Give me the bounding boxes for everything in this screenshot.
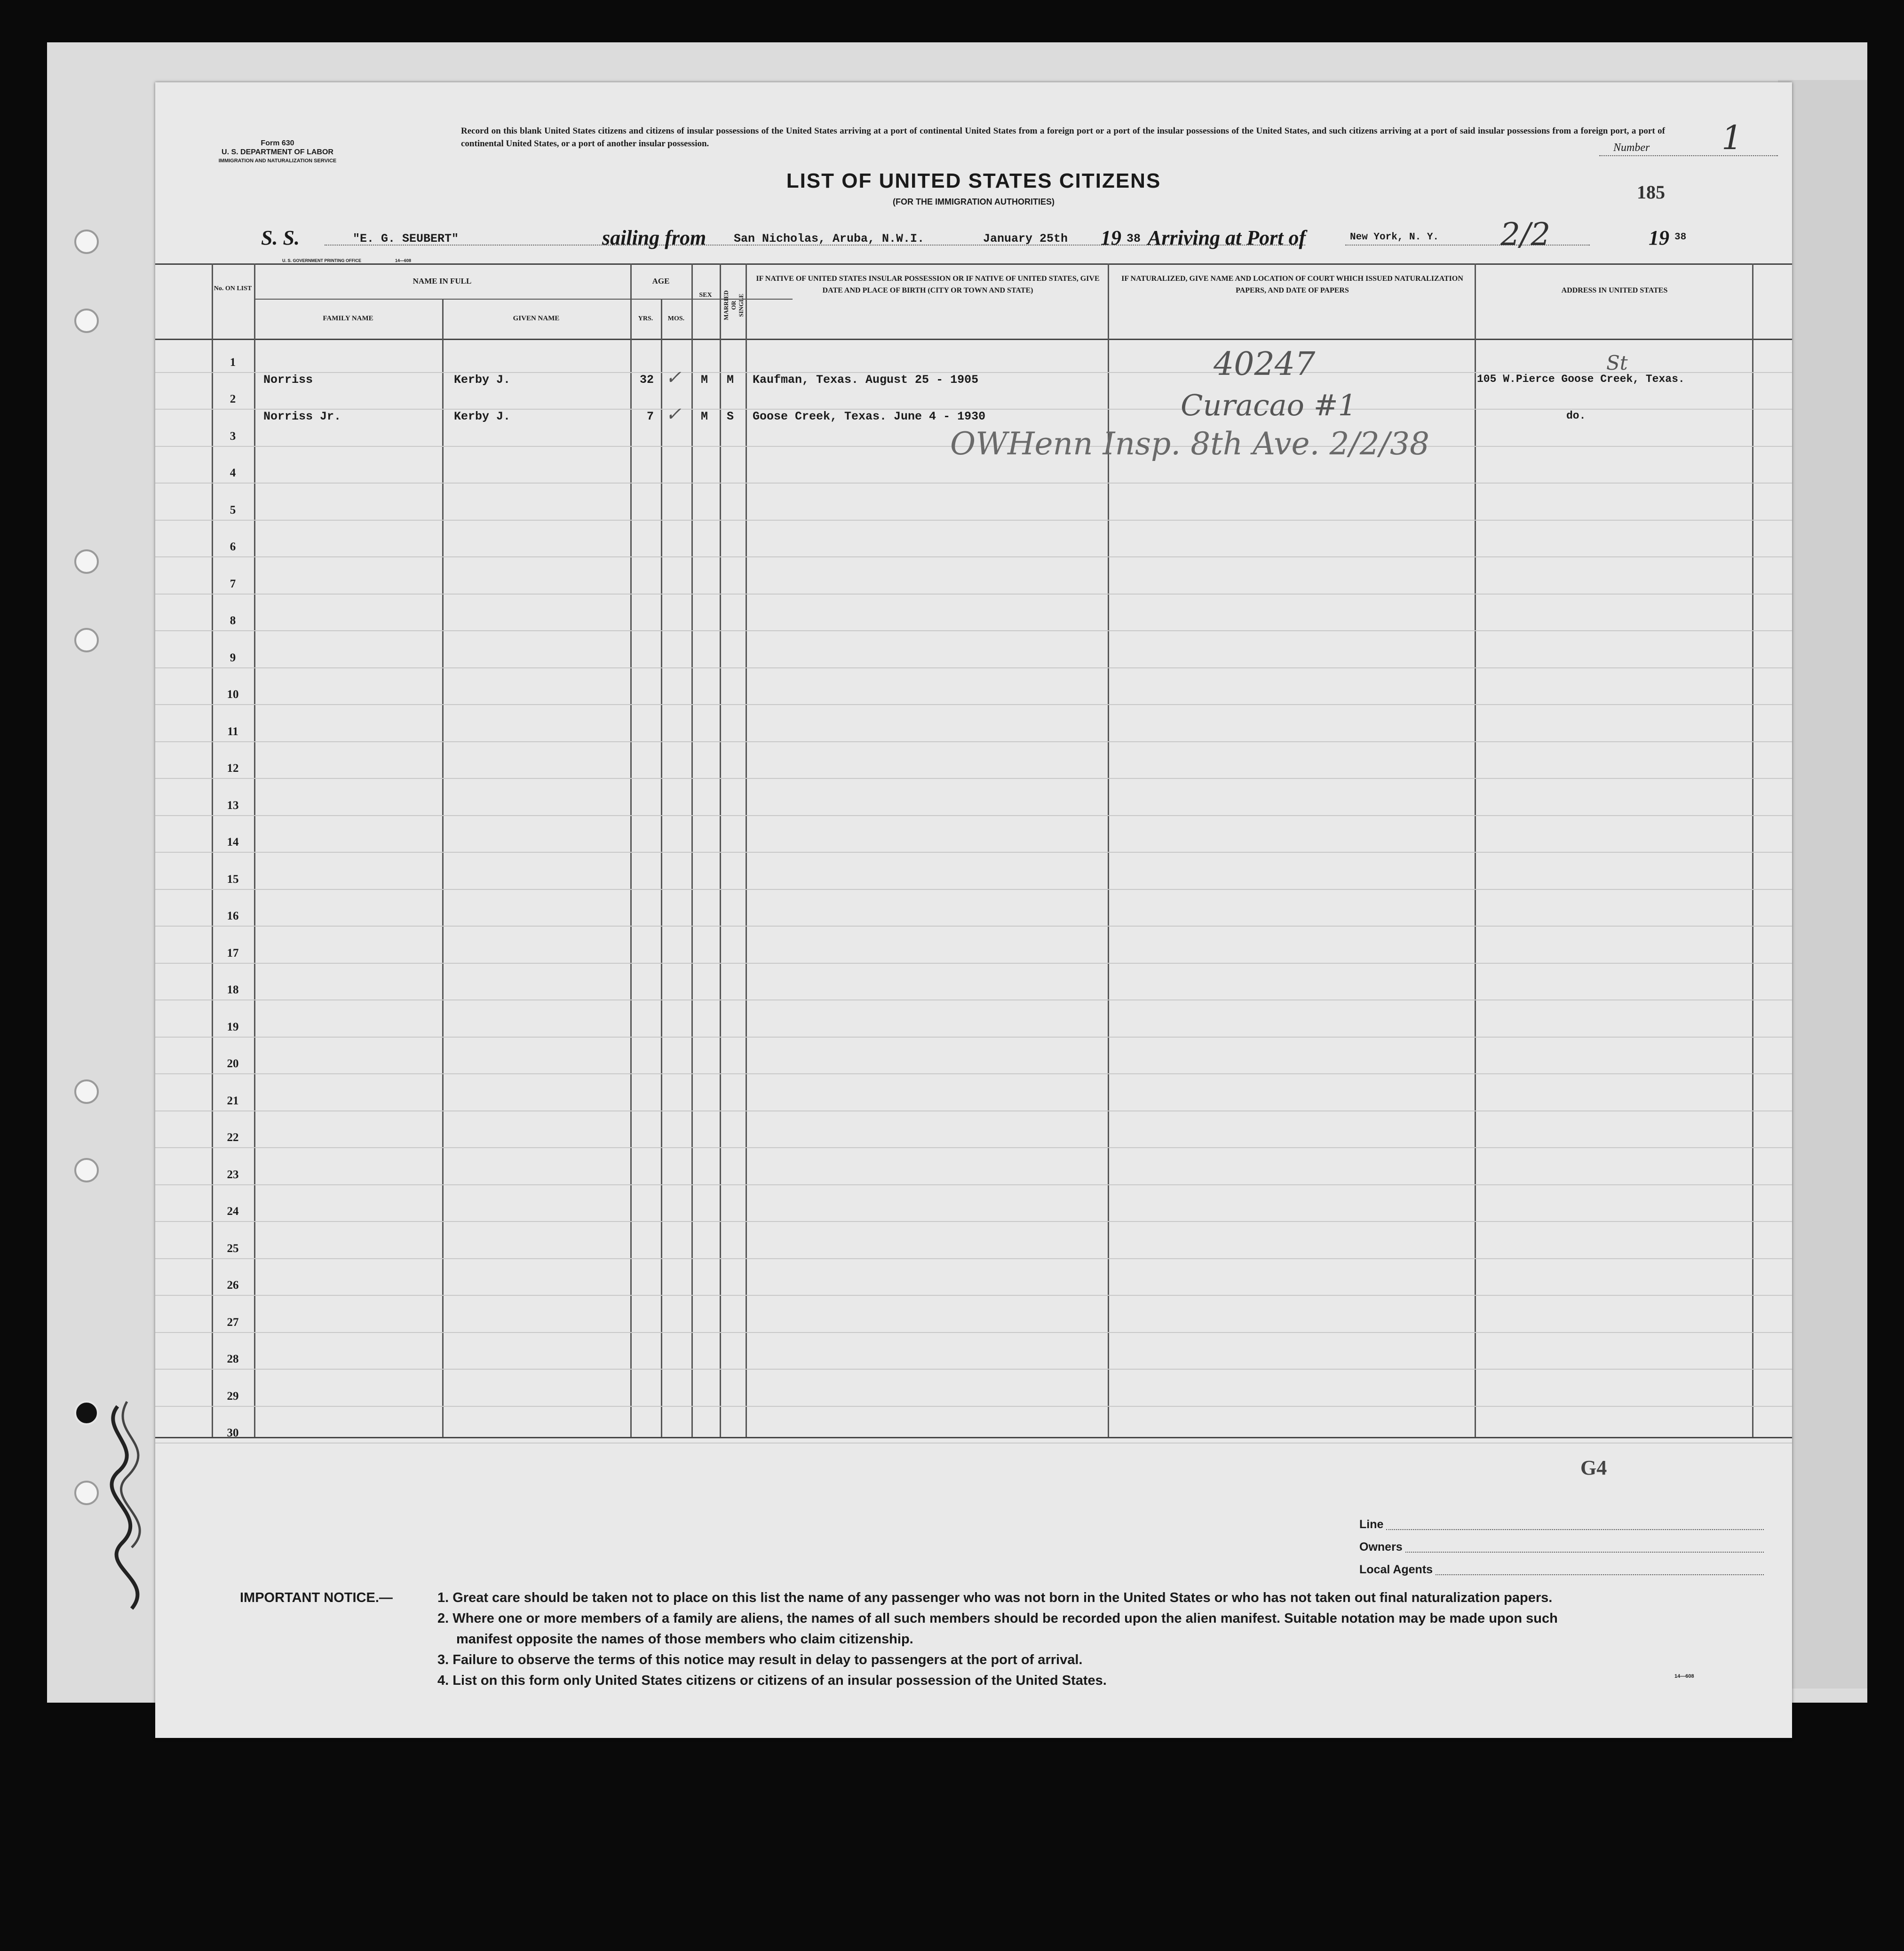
footer-line-label: Line bbox=[1359, 1518, 1384, 1531]
entry-1-yrs: 32 bbox=[640, 373, 654, 387]
row-line bbox=[155, 594, 1792, 595]
printing-code: 14—608 bbox=[395, 258, 412, 263]
row-line bbox=[155, 1295, 1792, 1296]
entry-1-birth: Kaufman, Texas. August 25 - 1905 bbox=[753, 373, 979, 387]
entry-2-marital: S bbox=[727, 410, 734, 423]
instructions-text: Record on this blank United States citizens and citizens of insular possessions of the United States arriving at a port of continental United States from a foreign port or a port of the insular possessions of the United States, and such citizens arriving at a port of said insular possessions from a foreign port, a port of continental United States, or a port of another insular possession. bbox=[461, 126, 1665, 149]
manifest-rows bbox=[155, 82, 1792, 1437]
row-number: 28 bbox=[227, 1353, 239, 1365]
entry-2-birth: Goose Creek, Texas. June 4 - 1930 bbox=[753, 410, 986, 423]
entry-2-given: Kerby J. bbox=[454, 410, 511, 423]
col-header-age: AGE bbox=[652, 277, 670, 286]
year-prefix: 19 bbox=[1101, 226, 1121, 249]
row-line bbox=[155, 667, 1792, 668]
service-name: IMMIGRATION AND NATURALIZATION SERVICE bbox=[218, 158, 337, 164]
row-line bbox=[155, 556, 1792, 557]
form-subtitle: (FOR THE IMMIGRATION AUTHORITIES) bbox=[893, 197, 1055, 206]
notice-item-2-cont: manifest opposite the names of those members who claim citizenship. bbox=[456, 1632, 913, 1647]
entry-2-address: do. bbox=[1566, 410, 1586, 422]
row-line bbox=[155, 1110, 1792, 1111]
row-line bbox=[155, 741, 1792, 742]
row-number: 3 bbox=[230, 429, 236, 443]
row-number: 10 bbox=[227, 688, 239, 701]
footer-code: 14—608 bbox=[1674, 1673, 1694, 1679]
entry-2-family: Norriss Jr. bbox=[263, 410, 341, 423]
row-line bbox=[155, 704, 1792, 705]
col-header-yrs: YRS. bbox=[638, 315, 653, 322]
row-number: 9 bbox=[230, 651, 236, 664]
row-line bbox=[155, 520, 1792, 521]
row-number: 29 bbox=[227, 1389, 239, 1403]
col-header-address: ADDRESS IN UNITED STATES bbox=[1561, 286, 1668, 294]
table-bottom-rule bbox=[155, 1437, 1792, 1438]
col-header-family: FAMILY NAME bbox=[323, 315, 373, 322]
row-line bbox=[155, 963, 1792, 964]
footer-owners-label: Owners bbox=[1359, 1540, 1403, 1554]
sailing-label: sailing from bbox=[602, 226, 706, 249]
arriving-port: New York, N. Y. bbox=[1350, 232, 1439, 243]
row-number: 26 bbox=[227, 1279, 239, 1292]
entry-2-yrs: 7 bbox=[647, 410, 654, 423]
binder-hole bbox=[74, 309, 99, 333]
row-line bbox=[155, 1073, 1792, 1074]
row-number: 20 bbox=[227, 1057, 239, 1070]
row-number: 16 bbox=[227, 910, 239, 922]
row-number: 7 bbox=[230, 577, 236, 590]
row-line bbox=[155, 1332, 1792, 1333]
row-number: 2 bbox=[230, 393, 236, 405]
g4-stamp: G4 bbox=[1580, 1456, 1607, 1479]
row-number: 21 bbox=[227, 1094, 239, 1107]
row-number: 30 bbox=[227, 1427, 239, 1439]
row-number: 8 bbox=[230, 614, 236, 627]
row-line bbox=[155, 999, 1792, 1000]
col-header-marital: MARRIED OR SINGLE bbox=[722, 290, 745, 320]
arriving-label: Arriving at Port of bbox=[1148, 226, 1306, 249]
row-line bbox=[155, 1406, 1792, 1407]
row-number: 13 bbox=[227, 799, 239, 812]
col-header-mos: MOS. bbox=[667, 315, 685, 322]
entry-1-naturalization: 40247 bbox=[1214, 346, 1316, 383]
row-number: 19 bbox=[227, 1020, 239, 1033]
row-line bbox=[155, 778, 1792, 779]
binder-hole bbox=[74, 1158, 99, 1182]
row-line bbox=[155, 889, 1792, 890]
binder-hole bbox=[74, 628, 99, 652]
entry-2-sex: M bbox=[701, 410, 708, 423]
row-number: 17 bbox=[227, 946, 239, 960]
row-line bbox=[155, 852, 1792, 853]
important-notice bbox=[240, 1587, 1787, 1691]
sailing-from: San Nicholas, Aruba, N.W.I. bbox=[734, 232, 925, 246]
form-number: Form 630 bbox=[261, 139, 294, 147]
entry-1-address: 105 W.Pierce Goose Creek, Texas. bbox=[1477, 373, 1685, 385]
entry-1-address-note: St bbox=[1606, 351, 1628, 374]
row-line bbox=[155, 815, 1792, 816]
binder-hole bbox=[74, 549, 99, 574]
department-name: U. S. DEPARTMENT OF LABOR bbox=[222, 148, 333, 156]
row-number: 27 bbox=[227, 1316, 239, 1329]
entry-2-naturalization: Curacao #1 bbox=[1181, 388, 1357, 422]
ship-name: "E. G. SEUBERT" bbox=[353, 232, 459, 246]
binder-hole bbox=[74, 1079, 99, 1104]
row-line bbox=[155, 1147, 1792, 1148]
row-number: 18 bbox=[227, 983, 239, 996]
row-line bbox=[155, 1221, 1792, 1222]
footer-fields bbox=[1359, 1512, 1764, 1580]
row-number: 11 bbox=[227, 725, 238, 738]
year-sailing: 38 bbox=[1127, 232, 1141, 246]
entry-1-family: Norriss bbox=[263, 373, 313, 387]
sailing-date: January 25th bbox=[983, 232, 1068, 246]
form-title: LIST OF UNITED STATES CITIZENS bbox=[786, 169, 1161, 192]
row-line bbox=[155, 926, 1792, 927]
row-line bbox=[155, 483, 1792, 484]
row-number: 24 bbox=[227, 1205, 239, 1218]
row-number: 14 bbox=[227, 836, 239, 849]
row-number: 5 bbox=[230, 503, 236, 516]
row-number: 4 bbox=[230, 467, 236, 479]
row-number: 23 bbox=[227, 1168, 239, 1181]
manifest-sheet bbox=[155, 82, 1792, 1738]
col-header-name: NAME IN FULL bbox=[413, 277, 472, 286]
row-number: 15 bbox=[227, 872, 239, 886]
col-header-sex: SEX bbox=[699, 292, 712, 299]
entry-1-given: Kerby J. bbox=[454, 373, 511, 387]
year-prefix-arriving: 19 bbox=[1649, 226, 1669, 249]
entry-1-sex: M bbox=[701, 373, 708, 387]
notice-title: IMPORTANT NOTICE.— bbox=[240, 1590, 393, 1605]
entry-1-mos: ✓ bbox=[666, 367, 682, 389]
row-number: 12 bbox=[227, 762, 239, 775]
row-line bbox=[155, 630, 1792, 631]
number-label: Number bbox=[1613, 142, 1650, 154]
notice-item-3: 3. Failure to observe the terms of this notice may result in delay to passengers at the port of arrival. bbox=[437, 1652, 1083, 1667]
col-header-birth: IF NATIVE OF UNITED STATES INSULAR POSSESSION OR IF NATIVE OF UNITED STATES, GIVE DATE AND PLACE OF BIRTH (CITY OR TOWN AND STATE) bbox=[756, 275, 1100, 294]
year-arriving: 38 bbox=[1674, 232, 1687, 243]
number-value: 1 bbox=[1722, 119, 1743, 157]
notice-item-4: 4. List on this form only United States citizens or citizens of an insular possession of the United States. bbox=[437, 1673, 1107, 1688]
row-number: 22 bbox=[227, 1131, 239, 1144]
row-number: 25 bbox=[227, 1242, 239, 1255]
row-line bbox=[155, 1369, 1792, 1370]
footer-agents-label: Local Agents bbox=[1359, 1563, 1433, 1576]
col-header-naturalized: IF NATURALIZED, GIVE NAME AND LOCATION OF COURT WHICH ISSUED NATURALIZATION PAPERS, AND DATE OF PAPERS bbox=[1121, 275, 1463, 294]
entry-1-marital: M bbox=[727, 373, 734, 387]
binder-hole bbox=[74, 230, 99, 254]
inspector-note: OWHenn Insp. 8th Ave. 2/2/38 bbox=[950, 426, 1429, 462]
arriving-date: 2/2 bbox=[1500, 216, 1551, 253]
printing-office: U. S. GOVERNMENT PRINTING OFFICE bbox=[282, 258, 362, 263]
notice-item-2: 2. Where one or more members of a family are aliens, the names of all such members should be recorded upon the alien manifest. Suitable notation may be made upon such bbox=[437, 1611, 1558, 1626]
col-header-given: GIVEN NAME bbox=[513, 315, 560, 322]
ss-label: S. S. bbox=[261, 226, 300, 249]
col-header-no: No. ON LIST bbox=[214, 285, 252, 292]
entry-2-mos: ✓ bbox=[666, 404, 682, 425]
row-line bbox=[155, 1037, 1792, 1038]
row-number: 1 bbox=[230, 356, 236, 369]
notice-item-1: 1. Great care should be taken not to place on this list the name of any passenger who was not born in the United States or who has not taken out final naturalization papers. bbox=[437, 1590, 1553, 1605]
page-stamp: 185 bbox=[1637, 182, 1665, 203]
row-number: 6 bbox=[230, 540, 236, 553]
row-line bbox=[155, 1258, 1792, 1259]
row-line bbox=[155, 1184, 1792, 1185]
